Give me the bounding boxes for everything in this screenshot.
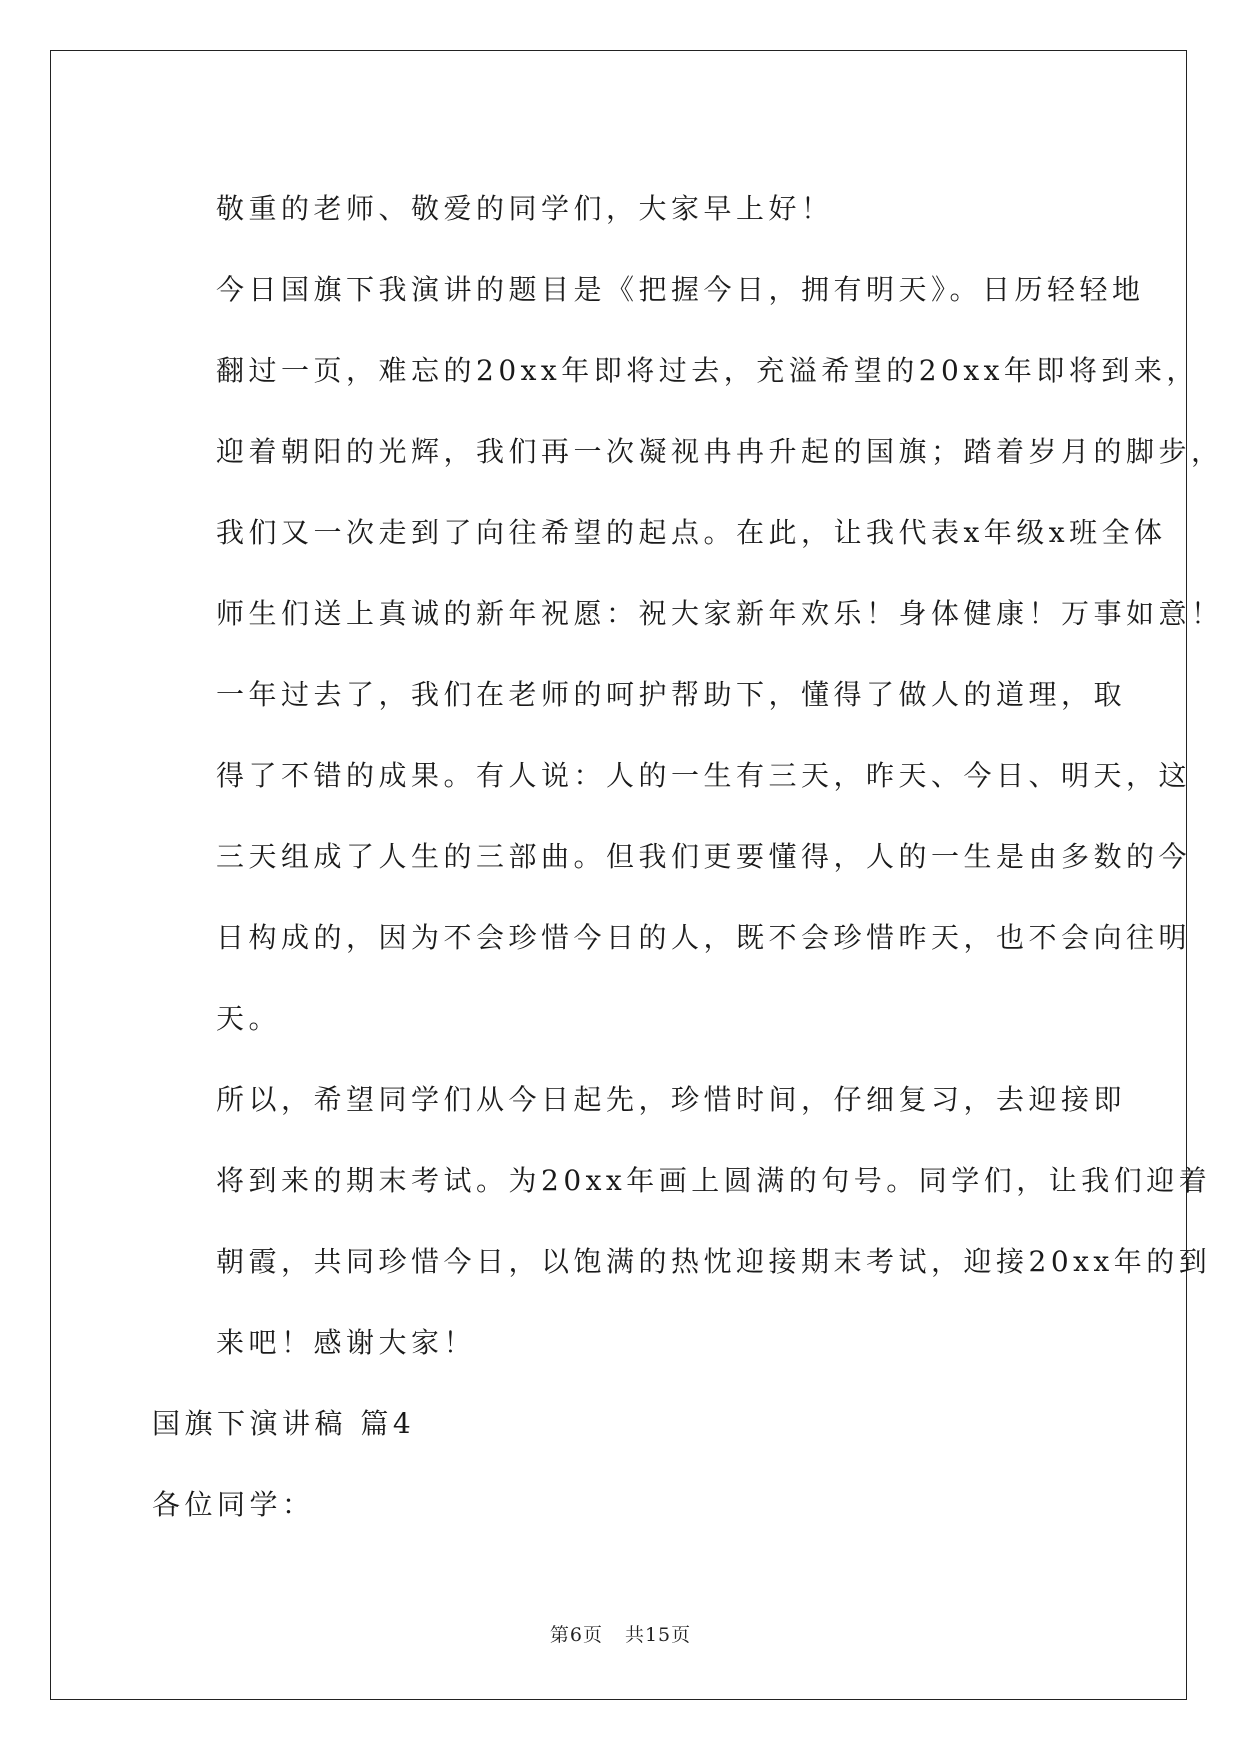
text-line: 天。 bbox=[216, 1002, 282, 1035]
page-total: 共15页 bbox=[624, 1624, 692, 1646]
text-line: 朝霞，共同珍惜今日，以饱满的热忱迎接期末考试，迎接20xx年的到 bbox=[216, 1245, 1212, 1278]
document-body bbox=[152, 168, 1224, 1545]
text-line: 所以，希望同学们从今日起先，珍惜时间，仔细复习，去迎接即 bbox=[216, 1083, 1127, 1116]
text-line: 翻过一页，难忘的20xx年即将过去，充溢希望的20xx年即将到来， bbox=[216, 354, 1199, 387]
text-line: 一年过去了，我们在老师的呵护帮助下，懂得了做人的道理，取 bbox=[216, 678, 1127, 711]
text-line: 我们又一次走到了向往希望的起点。在此，让我代表x年级x班全体 bbox=[216, 516, 1167, 549]
text-line: 敬重的老师、敬爱的同学们，大家早上好！ bbox=[216, 192, 834, 225]
page-number: 第6页 bbox=[549, 1624, 603, 1646]
salutation: 各位同学： bbox=[152, 1488, 315, 1521]
text-line: 今日国旗下我演讲的题目是《把握今日，拥有明天》。日历轻轻地 bbox=[216, 273, 1145, 306]
paragraph-past-year bbox=[152, 654, 1192, 1059]
text-line: 迎着朝阳的光辉，我们再一次凝视冉冉升起的国旗；踏着岁月的脚步， bbox=[216, 435, 1224, 468]
text-line: 师生们送上真诚的新年祝愿：祝大家新年欢乐！身体健康！万事如意！ bbox=[216, 597, 1224, 630]
page-footer bbox=[0, 1620, 1241, 1647]
text-line: 得了不错的成果。有人说：人的一生有三天，昨天、今日、明天，这 bbox=[216, 759, 1192, 792]
text-line: 将到来的期末考试。为20xx年画上圆满的句号。同学们，让我们迎着 bbox=[216, 1164, 1212, 1197]
paragraph-conclusion bbox=[152, 1059, 1212, 1383]
text-line: 日构成的，因为不会珍惜今日的人，既不会珍惜昨天，也不会向往明 bbox=[216, 921, 1192, 954]
paragraph-topic bbox=[152, 249, 1224, 654]
section-title: 国旗下演讲稿 篇4 bbox=[152, 1407, 416, 1440]
paragraph-greeting bbox=[152, 168, 1087, 249]
text-line: 来吧！感谢大家！ bbox=[216, 1326, 477, 1359]
text-line: 三天组成了人生的三部曲。但我们更要懂得，人的一生是由多数的今 bbox=[216, 840, 1192, 873]
